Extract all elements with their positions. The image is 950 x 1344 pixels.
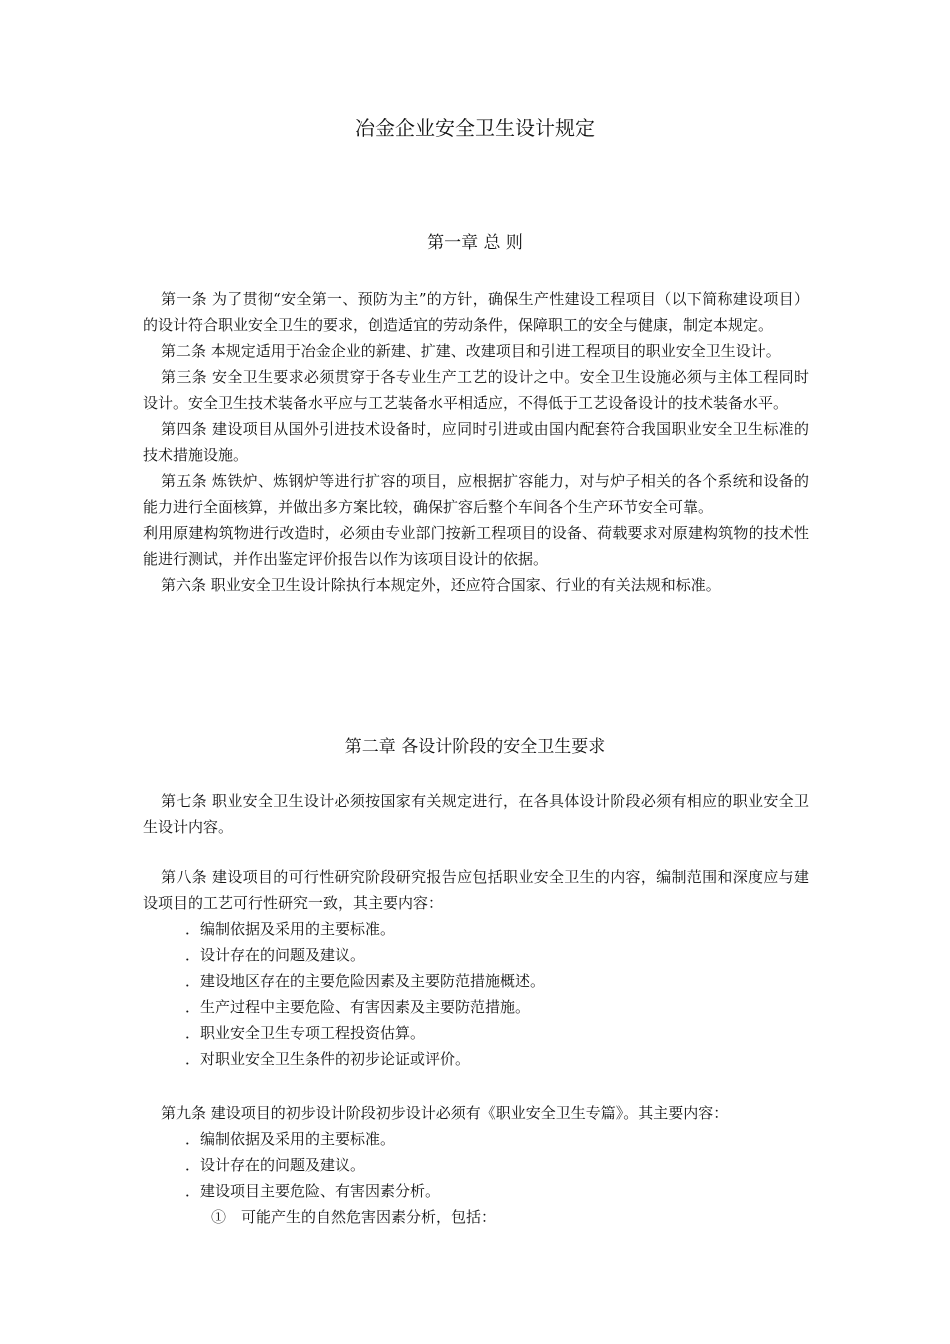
article-8-block <box>143 864 809 1072</box>
sub-list-item: ① 可能产生的自然危害因素分析，包括： <box>211 1208 497 1226</box>
article-7: 第七条 职业安全卫生设计必须按国家有关规定进行，在各具体设计阶段必须有相应的职业安全卫生设计内容。 <box>143 792 809 836</box>
article-9-block <box>143 1100 809 1230</box>
article-7-block <box>143 788 809 840</box>
list-item: ．编制依据及采用的主要标准。 <box>185 920 396 938</box>
article-9: 第九条 建设项目的初步设计阶段初步设计必须有《职业安全卫生专篇》。其主要内容： <box>161 1104 729 1122</box>
list-item: ．建设项目主要危险、有害因素分析。 <box>185 1182 441 1200</box>
chapter-2-heading: 第二章 各设计阶段的安全卫生要求 <box>344 737 606 757</box>
article-1: 第一条 为了贯彻“安全第一、预防为主”的方针，确保生产性建设工程项目（以下简称建设项目）的设计符合职业安全卫生的要求，创造适宜的劳动条件，保障职工的安全与健康，制定本规定。 <box>143 290 809 334</box>
article-5: 第五条 炼铁炉、炼钢炉等进行扩容的项目，应根据扩容能力，对与炉子相关的各个系统和设备的能力进行全面核算，并做出多方案比较，确保扩容后整个车间各个生产环节安全可靠。 <box>143 472 809 516</box>
list-item: ．对职业安全卫生条件的初步论证或评价。 <box>185 1050 471 1068</box>
article-8: 第八条 建设项目的可行性研究阶段研究报告应包括职业安全卫生的内容，编制范围和深度应与建设项目的工艺可行性研究一致，其主要内容： <box>143 868 809 912</box>
list-item: ．设计存在的问题及建议。 <box>185 946 366 964</box>
list-item: ．编制依据及采用的主要标准。 <box>185 1130 396 1148</box>
chapter-1-body <box>143 286 809 598</box>
article-3: 第三条 安全卫生要求必须贯穿于各专业生产工艺的设计之中。安全卫生设施必须与主体工程同时设计。安全卫生技术装备水平应与工艺装备水平相适应，不得低于工艺设备设计的技术装备水平。 <box>143 368 809 412</box>
article-4: 第四条 建设项目从国外引进技术设备时，应同时引进或由国内配套符合我国职业安全卫生标准的技术措施设施。 <box>143 420 809 464</box>
article-2: 第二条 本规定适用于冶金企业的新建、扩建、改建项目和引进工程项目的职业安全卫生设计。 <box>161 342 781 360</box>
document-title: 冶金企业安全卫生设计规定 <box>355 116 595 140</box>
list-item: ．设计存在的问题及建议。 <box>185 1156 366 1174</box>
article-6: 第六条 职业安全卫生设计除执行本规定外，还应符合国家、行业的有关法规和标准。 <box>161 576 721 594</box>
list-item: ．职业安全卫生专项工程投资估算。 <box>185 1024 426 1042</box>
article-5-continuation: 利用原建构筑物进行改造时，必须由专业部门按新工程项目的设备、荷载要求对原建构筑物的技术性能进行测试，并作出鉴定评价报告以作为该项目设计的依据。 <box>143 524 809 568</box>
list-item: ．生产过程中主要危险、有害因素及主要防范措施。 <box>185 998 531 1016</box>
list-item: ．建设地区存在的主要危险因素及主要防范措施概述。 <box>185 972 546 990</box>
chapter-1-heading: 第一章 总 则 <box>427 233 523 253</box>
